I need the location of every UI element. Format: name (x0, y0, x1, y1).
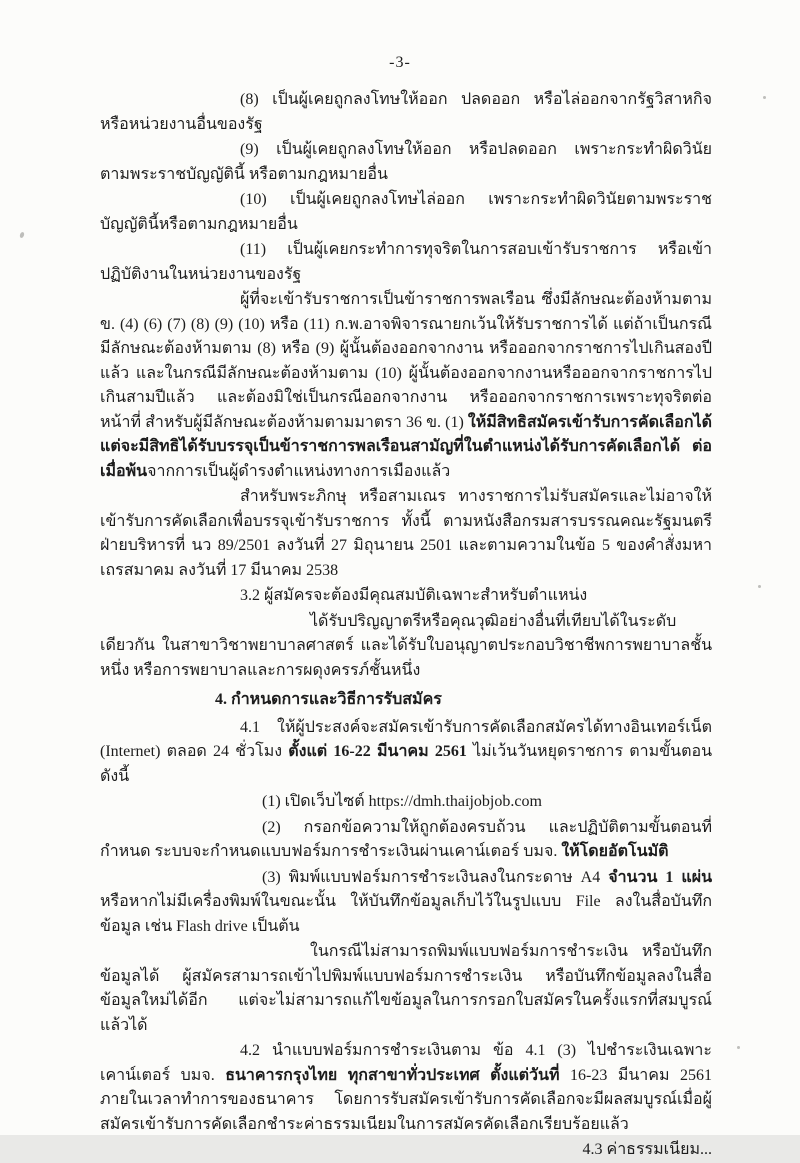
scan-artifact (19, 231, 25, 238)
text-segment: 4.2 นำแบบฟอร์มการชำระเงินตาม ข้อ 4.1 (3) ไปชำระเงินเฉพาะเคาน์เตอร์ บมจ. (100, 1042, 712, 1084)
text-segment-bold: จำนวน 1 แผ่น (608, 868, 712, 886)
paragraph (100, 940, 712, 1038)
text-segment: (8) เป็นผู้เคยถูกลงโทษให้ออก ปลดออก หรือไล่ออกจากรัฐวิสาหกิจ หรือหน่วยงานอื่นของรัฐ (100, 91, 712, 133)
paragraph (100, 1138, 712, 1163)
text-segment-bold: ตั้งแต่ 16-22 มีนาคม 2561 (288, 743, 467, 760)
text-segment: ในกรณีไม่สามารถพิมพ์แบบฟอร์มการชำระเงิน หรือบันทึกข้อมูลได้ ผู้สมัครสามารถเข้าไปพิมพ์แบบฟอร์มการชำระเงิน หรือบันทึกข้อมูลลงในสื่อข้อมูลใหม่ได้อีก แต่จะไม่สามารถแก้ไขข้อมูลในการกรอกใบสมัครในครั้งแรกที่สมบูรณ์แล้วได้ (100, 943, 712, 1034)
paragraph (100, 1039, 712, 1137)
paragraph (100, 485, 712, 583)
text-segment-bold: ให้มีสิทธิสมัครเข้ารับการคัดเลือกได้ แต่จะมีสิทธิได้รับบรรจุเป็นข้าราชการพลเรือนสามัญที่ในตำแหน่งได้รับการคัดเลือกได้ ต่อเมื่อพ้น (100, 413, 712, 480)
text-segment: สำหรับพระภิกษุ หรือสามเณร ทางราชการไม่รับสมัครและไม่อาจให้เข้ารับการคัดเลือกเพื่อบรรจุเข้ารับราชการ ทั้งนี้ ตามหนังสือกรมสารบรรณคณะรัฐมนตรีฝ่ายบริหารที่ นว 89/2501 ลงวันที่ 27 มิถุนายน 2501 และตามความในข้อ 5 ของคำสั่งมหาเถรสมาคม ลงวันที่ 17 มีนาคม 2538 (100, 488, 712, 579)
paragraph (100, 610, 712, 684)
scan-artifact (763, 96, 766, 99)
text-segment: ไม่เว้นวันหยุดราชการ ตามขั้นตอน ดังนี้ (100, 743, 713, 785)
paragraph (100, 584, 712, 609)
document-body (100, 88, 712, 1163)
paragraph (100, 138, 712, 187)
text-segment: ได้รับปริญญาตรีหรือคุณวุฒิอย่างอื่นที่เทียบได้ในระดับเดียวกัน ในสาขาวิชาพยาบาลศาสตร์ และได้รับใบอนุญาตประกอบวิชาชีพการพยาบาลชั้นหนึ่ง หรือการพยาบาลและการผดุงครรภ์ชั้นหนึ่ง (100, 612, 712, 679)
text-segment-bold: 4. กำหนดการและวิธีการรับสมัคร (215, 691, 442, 708)
text-segment: (3) พิมพ์แบบฟอร์มการชำระเงินลงในกระดาษ A4 (262, 868, 609, 886)
paragraph (100, 88, 712, 137)
paragraph (100, 288, 712, 484)
text-segment: 16-23 มีนาคม 2561 ภายในเวลาทำการของธนาคาร โดยการรับสมัครเข้ารับการคัดเลือกจะมีผลสมบูรณ์เมื่อผู้สมัครเข้ารับการคัดเลือกชำระค่าธรรมเนียมในการสมัครคัดเลือกเรียบร้อยแล้ว (100, 1066, 713, 1133)
text-segment: (1) เปิดเว็บไซต์ https://dmh.thaijobjob.com (262, 793, 542, 810)
text-segment-bold: ธนาคารกรุงไทย ทุกสาขาทั่วประเทศ ตั้งแต่วันที่ (225, 1066, 571, 1084)
text-segment: (9) เป็นผู้เคยถูกลงโทษให้ออก หรือปลดออก เพราะกระทำผิดวินัย ตามพระราชบัญญัตินี้ หรือตามกฎหมายอื่น (100, 141, 712, 183)
text-segment: จากการเป็นผู้ดำรงตำแหน่งทางการเมืองแล้ว (147, 462, 451, 480)
text-segment: (11) เป็นผู้เคยกระทำการทุจริตในการสอบเข้ารับราชการ หรือเข้าปฏิบัติงานในหน่วยงานของรัฐ (100, 241, 712, 283)
text-segment: 4.3 ค่าธรรมเนียม... (582, 1141, 712, 1158)
paragraph (100, 866, 712, 940)
paragraph (100, 188, 712, 237)
paragraph (100, 716, 712, 790)
paragraph (100, 790, 712, 815)
text-segment: (10) เป็นผู้เคยถูกลงโทษไล่ออก เพราะกระทำผิดวินัยตามพระราชบัญญัตินี้หรือตามกฎหมายอื่น (100, 191, 712, 233)
page-number: -3- (389, 54, 411, 71)
text-segment: 4.1 ให้ผู้ประสงค์จะสมัครเข้ารับการคัดเลือกสมัครได้ทางอินเทอร์เน็ต (Internet) ตลอด 24 ชั่วโมง (100, 718, 712, 760)
paragraph (100, 816, 712, 865)
text-segment: ผู้ที่จะเข้ารับราชการเป็นข้าราชการพลเรือน ซึ่งมีลักษณะต้องห้ามตาม ข. (4) (6) (7) (8) (9) (10) หรือ (11) ก.พ.อาจพิจารณายกเว้นให้รับราชการได้ แต่ถ้าเป็นกรณีมีลักษณะต้องห้ามตาม (8) หรือ (9) ผู้นั้นต้องออกจากงาน หรือออกจากราชการไปเกินสองปีแล้ว และในกรณีมีลักษณะต้องห้ามตาม (10) ผู้นั้นต้องออกจากงานหรือออกจากราชการไปเกินสามปีแล้ว และต้องมิใช่เป็นกรณีออกจากงาน หรือออกจากราชการเพราะทุจริตต่อหน้าที่ สำหรับผู้มีลักษณะต้องห้ามตามมาตรา 36 ข. (1) (100, 291, 712, 431)
text-segment: หรือหากไม่มีเครื่องพิมพ์ในขณะนั้น ให้บันทึกข้อมูลเก็บไว้ในรูปแบบ File ลงในสื่อบันทึกข้อมูล เช่น Flash drive เป็นต้น (100, 893, 712, 935)
text-segment: 3.2 ผู้สมัครจะต้องมีคุณสมบัติเฉพาะสำหรับตำแหน่ง (240, 587, 588, 604)
scan-artifact (737, 1046, 740, 1049)
paragraph (100, 688, 712, 713)
text-segment-bold: ให้โดยอัตโนมัติ (561, 843, 669, 860)
scan-artifact (758, 585, 761, 588)
text-segment: (2) กรอกข้อความให้ถูกต้องครบถ้วน และปฏิบัติตามขั้นตอนที่กำหนด ระบบจะกำหนดแบบฟอร์มการชำระเงินผ่านเคาน์เตอร์ บมจ. (100, 818, 712, 860)
paragraph (100, 238, 712, 287)
